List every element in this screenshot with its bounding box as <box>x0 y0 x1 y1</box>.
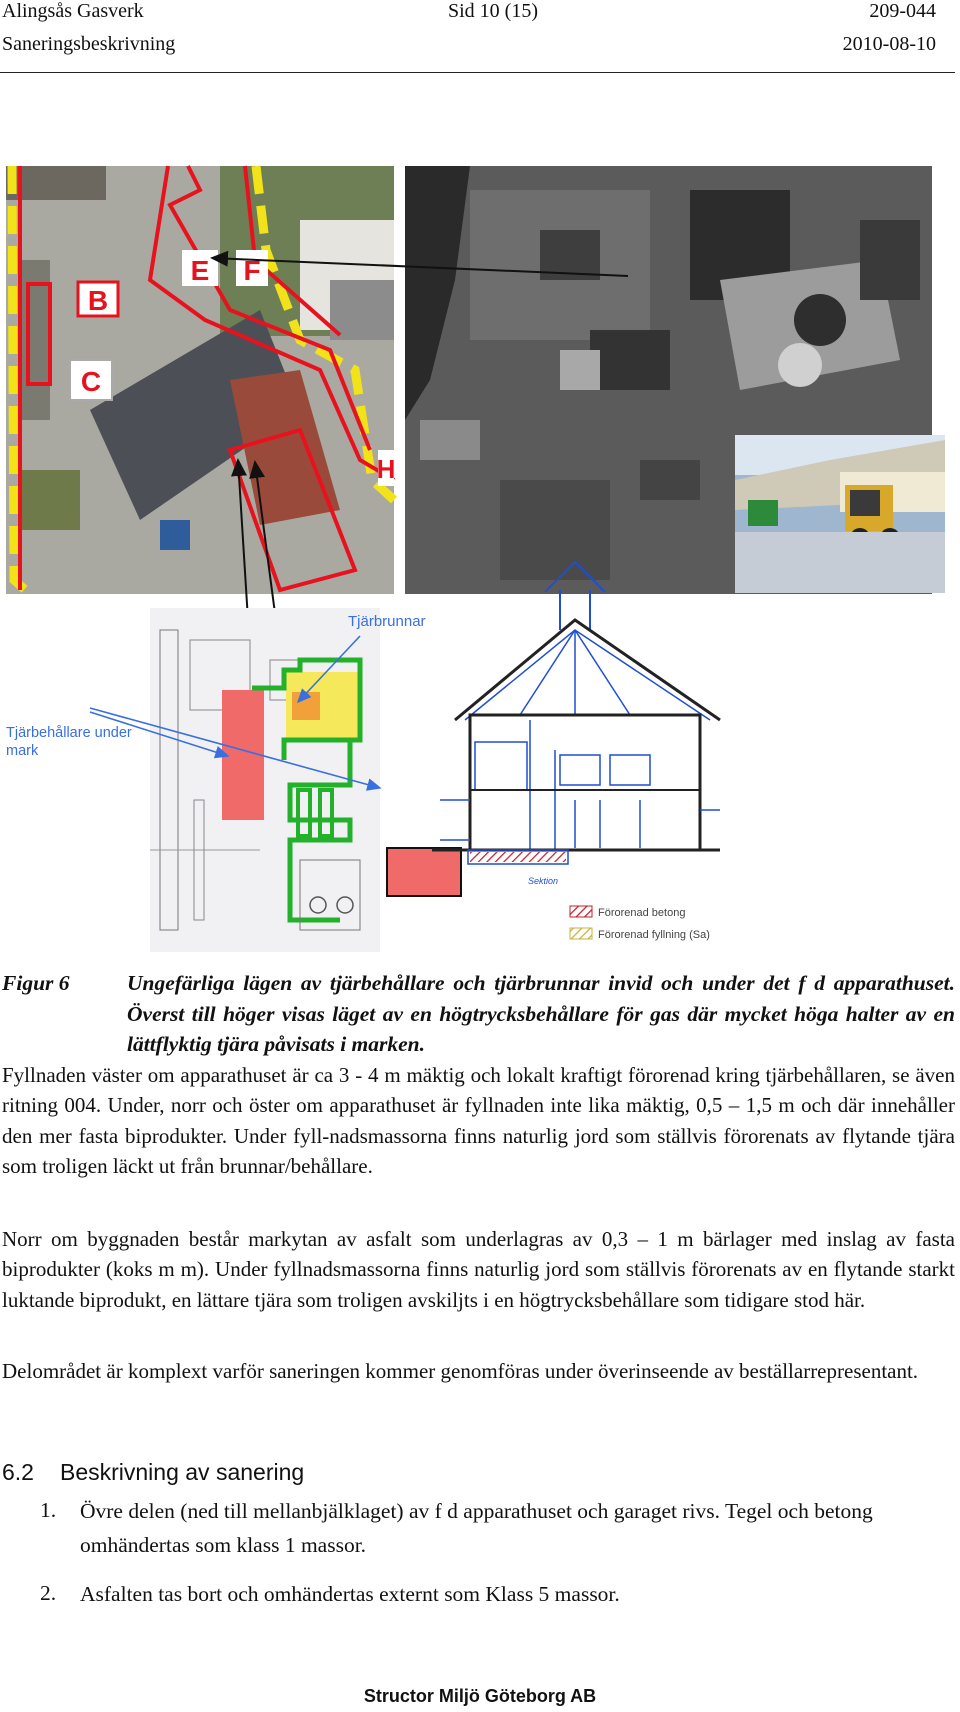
figure-6 <box>0 160 960 960</box>
contaminated-block <box>387 848 461 896</box>
paragraph-3: Delområdet är komplext varför saneringen kommer genomföras under överinseende av beställarrepresentant. <box>2 1359 919 1383</box>
legend-fill: Förorenad fyllning (Sa) <box>598 929 710 941</box>
legend <box>570 906 710 941</box>
figure-caption: Ungefärliga lägen av tjärbehållare och tjärbrunnar invid och under det f d apparathuset. Överst till höger visas läget av en högtrycksbehållare för gas där mycket höga halter av en lättflyktig tjära påvisats i marken. <box>127 971 955 1056</box>
floor-plan <box>150 608 380 952</box>
header-doc-number: 209-044 <box>869 0 936 22</box>
label-tar-wells: Tjärbrunnar <box>348 613 426 630</box>
list-item-number: 1. <box>40 1498 57 1522</box>
map-label-e: E <box>190 255 210 286</box>
header-doc-type: Saneringsbeskrivning <box>2 33 176 55</box>
header-rule <box>0 72 955 73</box>
aerial-map-color <box>6 166 395 594</box>
contaminated-concrete-hatch <box>470 852 566 862</box>
header-page-number: Sid 10 (15) <box>448 0 538 22</box>
section-scale-note: Sektion <box>528 876 559 886</box>
list-item-number: 2. <box>40 1581 57 1605</box>
paragraph-2: Norr om byggnaden består markytan av asfalt som underlagras av 0,3 – 1 m bärlager med inslag av fasta biprodukter (koks m m). Under fyllnadsmassorna finns naturlig jord som ställvis förorenats av en flytande starkt luktande biprodukt, en lättare tjära som troligen avskiljts i en högtrycksbehållare som tidigare stod här. <box>2 1227 955 1312</box>
photo-excavator <box>735 435 945 593</box>
header-date: 2010-08-10 <box>842 33 936 55</box>
map-label-b: B <box>87 285 109 316</box>
figure-6-graphic <box>0 160 960 960</box>
section-number: 6.2 <box>2 1459 34 1485</box>
header-company: Alingsås Gasverk <box>2 0 144 22</box>
section-title: Beskrivning av sanering <box>59 1459 305 1485</box>
map-label-f: F <box>243 255 261 286</box>
legend-concrete: Förorenad betong <box>598 907 686 919</box>
list-item-text: Asfalten tas bort och omhändertas externt som Klass 5 massor. <box>80 1582 620 1606</box>
label-tank-under-ground: Tjärbehållare under mark <box>6 725 132 759</box>
list-item-text: Övre delen (ned till mellanbjälklaget) av f d apparathuset och garaget rivs. Tegel och betong omhändertas som klass 1 massor. <box>80 1499 873 1557</box>
footer-company: Structor Miljö Göteborg AB <box>363 1686 597 1706</box>
map-label-h: H <box>376 454 396 484</box>
section-heading <box>2 1459 304 1486</box>
section-drawing <box>432 562 720 864</box>
figure-label: Figur 6 <box>2 971 70 995</box>
paragraph-1: Fyllnaden väster om apparathuset är ca 3 - 4 m mäktig och lokalt kraftigt förorenad kring tjärbehållaren, se även ritning 004. Under, norr och öster om apparathuset är fyllnaden inte lika mäktig, 0,5 – 1,5 m och där innehåller den mer fasta biprodukter. Under fyll-nadsmassorna finns naturlig jord som ställvis förorenats av flytande tjära som troligen läckt ut från brunnar/behållare. <box>2 1063 955 1178</box>
map-label-c: C <box>80 366 102 397</box>
